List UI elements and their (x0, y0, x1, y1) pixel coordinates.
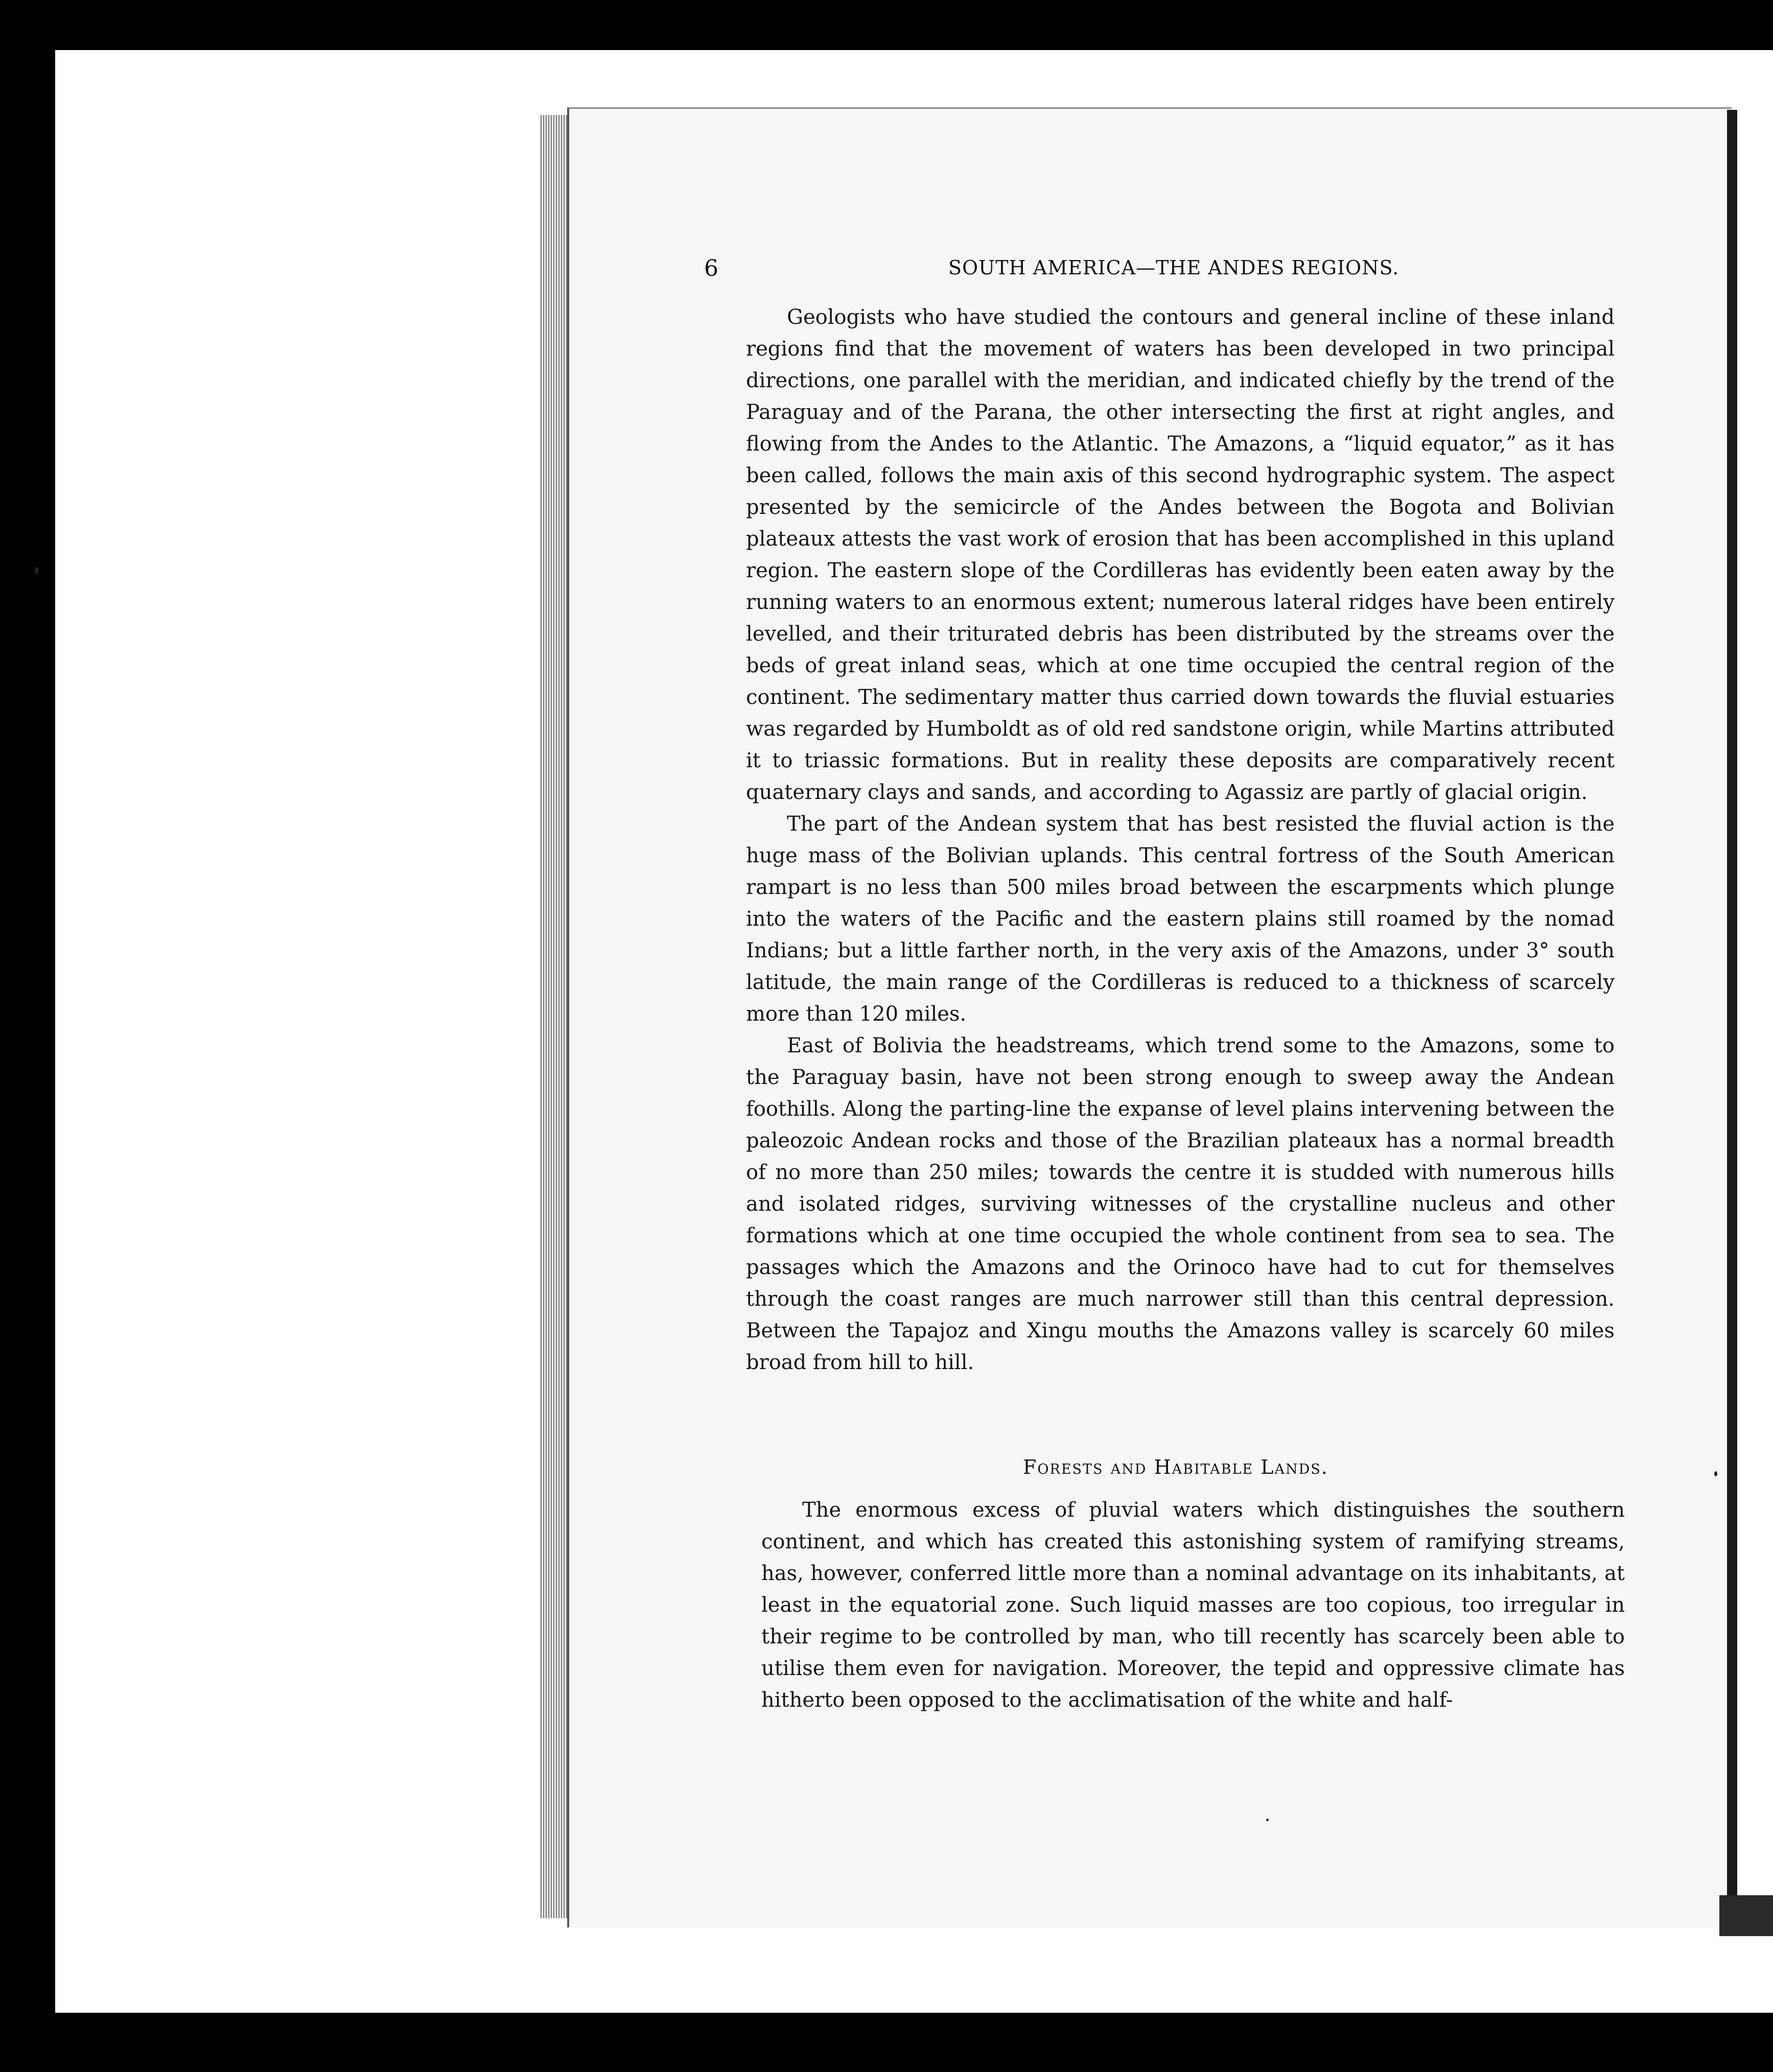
page-edges (539, 115, 570, 1918)
body-text (746, 301, 1615, 1378)
scan-speck (1714, 1471, 1717, 1476)
running-head: SOUTH AMERICA—THE ANDES REGIONS. (948, 256, 1399, 279)
paragraph: East of Bolivia the headstreams, which trend some to the Amazons, some to the Paraguay basin, have not been strong enough to sweep away the Andean foothills. Along the parting-line the expanse of level plains intervening between the paleozoic Andean rocks and those of the Brazilian plateaux has a normal breadth of no more than 250 miles; towards the centre it is studded with numerous hills and isolated ridges, surviving witnesses of the crystalline nucleus and other formations which at one time occupied the whole continent from sea to sea. The passages which the Amazons and the Orinoco have had to cut for themselves through the coast ranges are much narrower still than this central depression. Between the Tapajoz and Xingu mouths the Amazons valley is scarcely 60 miles broad from hill to hill. (746, 1034, 1615, 1374)
page-header (704, 255, 1419, 286)
scan-speck (1266, 1819, 1269, 1821)
paragraph: Geologists who have studied the contours and general incline of these inland regions find that the movement of waters has been developed in two principal directions, one parallel with the meridian, and indicated chiefly by the trend of the Paraguay and of the Parana, the other intersecting the first at right angles, and flowing from the Andes to the Atlantic. The Amazons, a “liquid equator,” as it has been called, follows the main axis of this second hydrographic system. The aspect presented by the semicircle of the Andes between the Bogota and Bolivian plateaux attests the vast work of erosion that has been accomplished in this upland region. The eastern slope of the Cordilleras has evidently been eaten away by the running waters to an enormous extent; numerous lateral ridges have been entirely levelled, and their triturated debris has been distributed by the streams over the beds of great inland seas, which at one time occupied the central region of the continent. The sedimentary matter thus carried down towards the fluvial estuaries was regarded by Humboldt as of old red sandstone origin, while Martins attributed it to triassic formations. But in reality these deposits are comparatively recent quaternary clays and sands, and according to Agassiz are partly of glacial origin. (746, 305, 1615, 804)
section-heading: Forests and Habitable Lands. (1023, 1456, 1328, 1478)
page-corner-shadow (1719, 1895, 1773, 1936)
scan-speck (35, 567, 39, 574)
page-gutter-shadow (1727, 110, 1737, 1898)
paragraph: The enormous excess of pluvial waters which distinguishes the southern continent, and which has created this astonishing system of ramifying streams, has, however, conferred little more than a nominal advantage on its inhabitants, at least in the equatorial zone. Such liquid masses are too copious, too irregular in their regime to be controlled by man, who till recently has scarcely been able to utilise them even for navigation. Moreover, the tepid and oppressive climate has hitherto been opposed to the acclimatisation of the white and half- (761, 1498, 1625, 1712)
page-number: 6 (704, 255, 718, 281)
section-text (761, 1494, 1625, 1716)
paragraph: The part of the Andean system that has best resisted the fluvial action is the huge mass of the Bolivian uplands. This central fortress of the South American rampart is no less than 500 miles broad between the escarpments which plunge into the waters of the Pacific and the eastern plains still roamed by the nomad Indians; but a little farther north, in the very axis of the Amazons, under 3° south latitude, the main range of the Cordilleras is reduced to a thickness of scarcely more than 120 miles. (746, 812, 1615, 1026)
